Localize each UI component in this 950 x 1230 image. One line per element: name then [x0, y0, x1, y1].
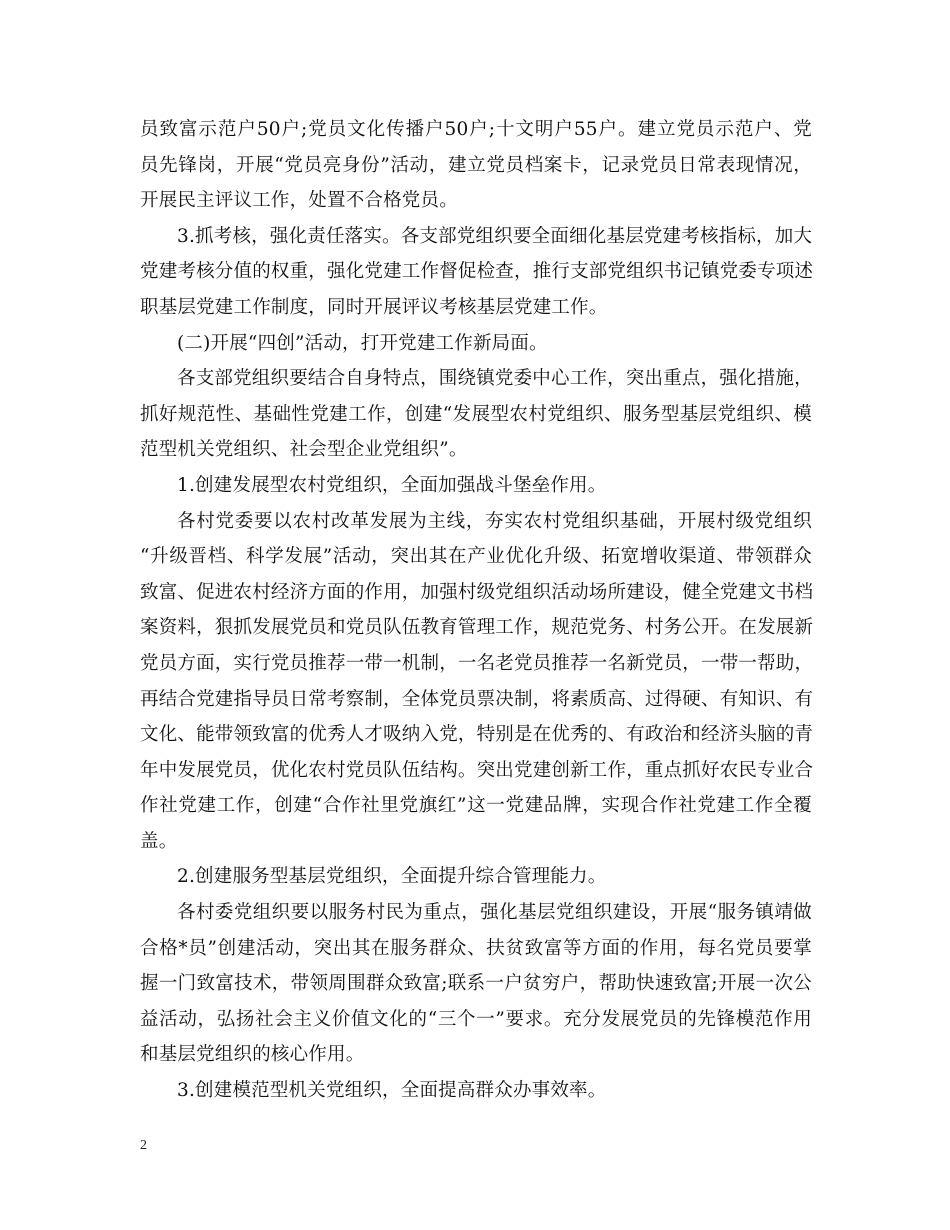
text-line: 3.创建模范型机关党组织，全面提高群众办事效率。 [177, 1080, 607, 1102]
text-line: 党员方面，实行党员推荐一带一机制，一名老党员推荐一名新党员，一带一帮助， [140, 652, 814, 674]
text-line: 各村委党组织要以服务村民为重点，强化基层党组织建设，开展“服务镇靖做 [177, 902, 812, 924]
text-line: 3.抓考核，强化责任落实。各支部党组织要全面细化基层党建考核指标，加大 [177, 225, 813, 247]
text-line: 范型机关党组织、社会型企业党组织”。 [140, 439, 468, 461]
text-line: 员先锋岗，开展“党员亮身份”活动，建立党员档案卡，记录党员日常表现情况， [140, 154, 812, 176]
text-line: 案资料，狠抓发展党员和党员队伍教育管理工作，规范党务、村务公开。在发展新 [140, 617, 814, 639]
text-line: 益活动，弘扬社会主义价值文化的“三个一”要求。充分发展党员的先锋模范作用 [140, 1008, 812, 1030]
text-line: 职基层党建工作制度，同时开展评议考核基层党建工作。 [140, 296, 608, 318]
text-line: 握一门致富技术，带领周围群众致富;联系一户贫穷户，帮助快速致富;开展一次公 [140, 973, 812, 995]
text-line: 抓好规范性、基础性党建工作，创建“发展型农村党组织、服务型基层党组织、模 [140, 403, 812, 425]
text-line: 2.创建服务型基层党组织，全面提升综合管理能力。 [177, 866, 607, 888]
text-line: (二)开展“四创”活动，打开党建工作新局面。 [177, 332, 548, 354]
text-line: 1.创建发展型农村党组织，全面加强战斗堡垒作用。 [177, 474, 607, 496]
page-number: 2 [140, 1138, 147, 1153]
text-line: 合格*员”创建活动，突出其在服务群众、扶贫致富等方面的作用，每名党员要掌 [140, 937, 812, 959]
text-line: 各支部党组织要结合自身特点，围绕镇党委中心工作，突出重点，强化措施， [177, 368, 813, 390]
text-line: 各村党委要以农村改革发展为主线，夯实农村党组织基础，开展村级党组织 [177, 510, 812, 532]
text-line: 党建考核分值的权重，强化党建工作督促检查，推行支部党组织书记镇党委专项述 [140, 261, 814, 283]
text-line: 和基层党组织的核心作用。 [140, 1044, 365, 1066]
text-line: 开展民主评议工作，处置不合格党员。 [140, 190, 458, 212]
text-line: 员致富示范户50户;党员文化传播户50户;十文明户55户。建立党员示范户、党 [140, 119, 812, 140]
document-body [140, 112, 812, 1109]
text-line: 文化、能带领致富的优秀人才吸纳入党，特别是在优秀的、有政治和经济头脑的青 [140, 724, 814, 746]
text-line: 再结合党建指导员日常考察制，全体党员票决制，将素质高、过得硬、有知识、有 [140, 688, 814, 710]
text-line: 作社党建工作，创建“合作社里党旗红”这一党建品牌，实现合作社党建工作全覆 [140, 795, 812, 817]
text-line: 盖。 [140, 830, 178, 852]
text-line: 致富、促进农村经济方面的作用，加强村级党组织活动场所建设，健全党建文书档 [140, 581, 814, 603]
text-line: 年中发展党员，优化农村党员队伍结构。突出党建创新工作，重点抓好农民专业合 [140, 759, 814, 781]
text-line: “升级晋档、科学发展”活动，突出其在产业优化升级、拓宽增收渠道、带领群众 [140, 546, 812, 568]
